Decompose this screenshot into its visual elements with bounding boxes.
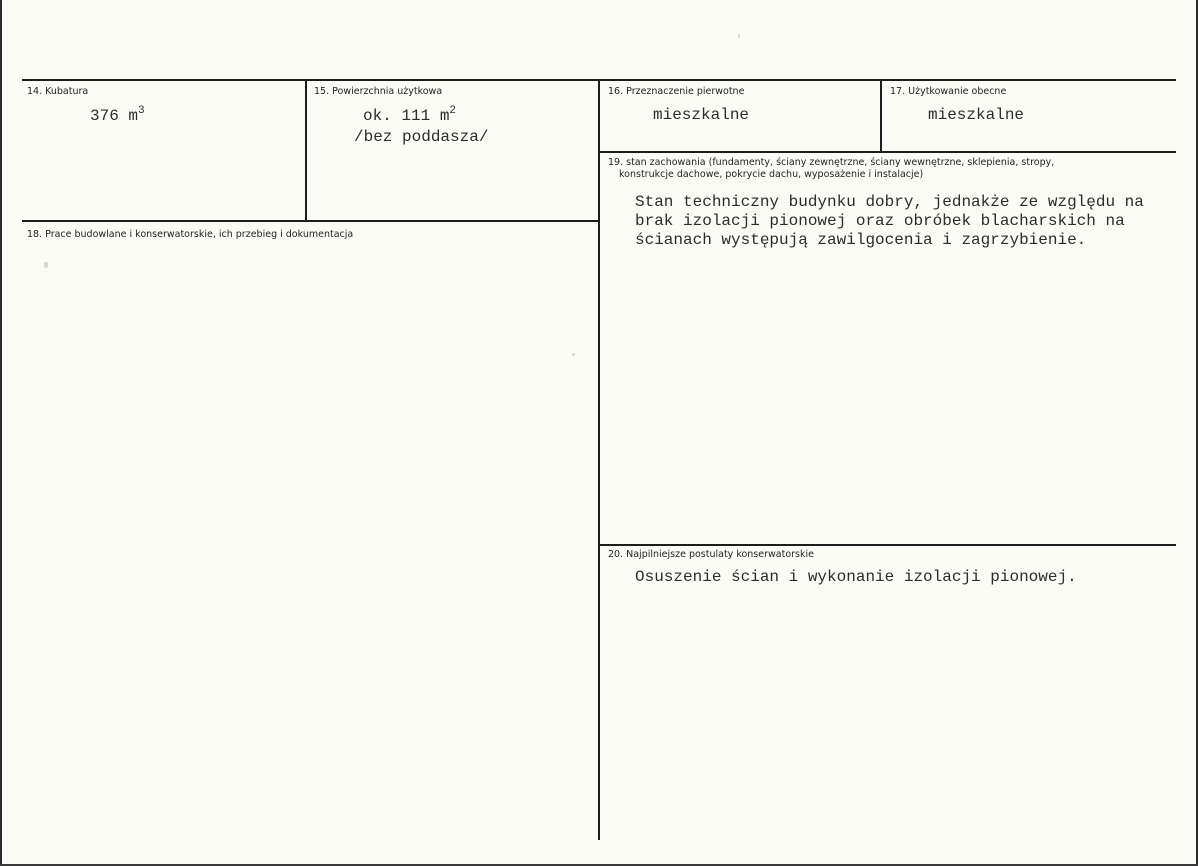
scan-speck (572, 353, 575, 356)
field-18-label: 18. Prace budowlane i konserwatorskie, ich przebieg i dokumentacja (27, 229, 354, 240)
field-19-text-line2: brak izolacji pionowej oraz obróbek blacharskich na (635, 212, 1125, 230)
scan-edge-left (0, 0, 2, 866)
field-14-exponent: 3 (138, 105, 145, 117)
divider-main (598, 80, 600, 840)
field-19-label-line2: konstrukcje dachowe, pokrycie dachu, wyposażenie i instalacje) (619, 169, 924, 180)
rule-above-20 (599, 544, 1176, 546)
field-19-text-line1: Stan techniczny budynku dobry, jednakże ze względu na (635, 193, 1144, 211)
scan-speck (738, 34, 740, 38)
field-19-label-line1: 19. stan zachowania (fundamenty, ściany zewnętrzne, ściany wewnętrzne, sklepienia, stropy, (608, 157, 1055, 168)
field-20-label: 20. Najpilniejsze postulaty konserwatorskie (608, 549, 814, 560)
scan-speck (44, 262, 48, 268)
field-15-value (363, 107, 456, 126)
field-15-exponent: 2 (449, 105, 457, 117)
field-14-label: 14. Kubatura (27, 86, 89, 97)
field-17-label: 17. Użytkowanie obecne (890, 86, 1007, 97)
field-15-note: /bez poddasza/ (354, 128, 489, 146)
field-14-value (90, 107, 145, 126)
field-15-number: ok. 111 m (363, 107, 450, 125)
field-16-label: 16. Przeznaczenie pierwotne (608, 86, 745, 97)
divider-16-17 (880, 80, 882, 152)
rule-above-18 (22, 220, 599, 222)
field-15-label: 15. Powierzchnia użytkowa (314, 86, 443, 97)
field-14-number: 376 m (90, 107, 139, 125)
divider-14-15 (305, 80, 307, 222)
field-20-text: Osuszenie ścian i wykonanie izolacji pionowej. (635, 568, 1077, 586)
field-19-text-line3: ścianach występują zawilgocenia i zagrzybienie. (635, 231, 1087, 249)
field-16-value: mieszkalne (653, 106, 750, 124)
field-17-value: mieszkalne (928, 106, 1025, 124)
rule-above-19 (599, 151, 1176, 153)
